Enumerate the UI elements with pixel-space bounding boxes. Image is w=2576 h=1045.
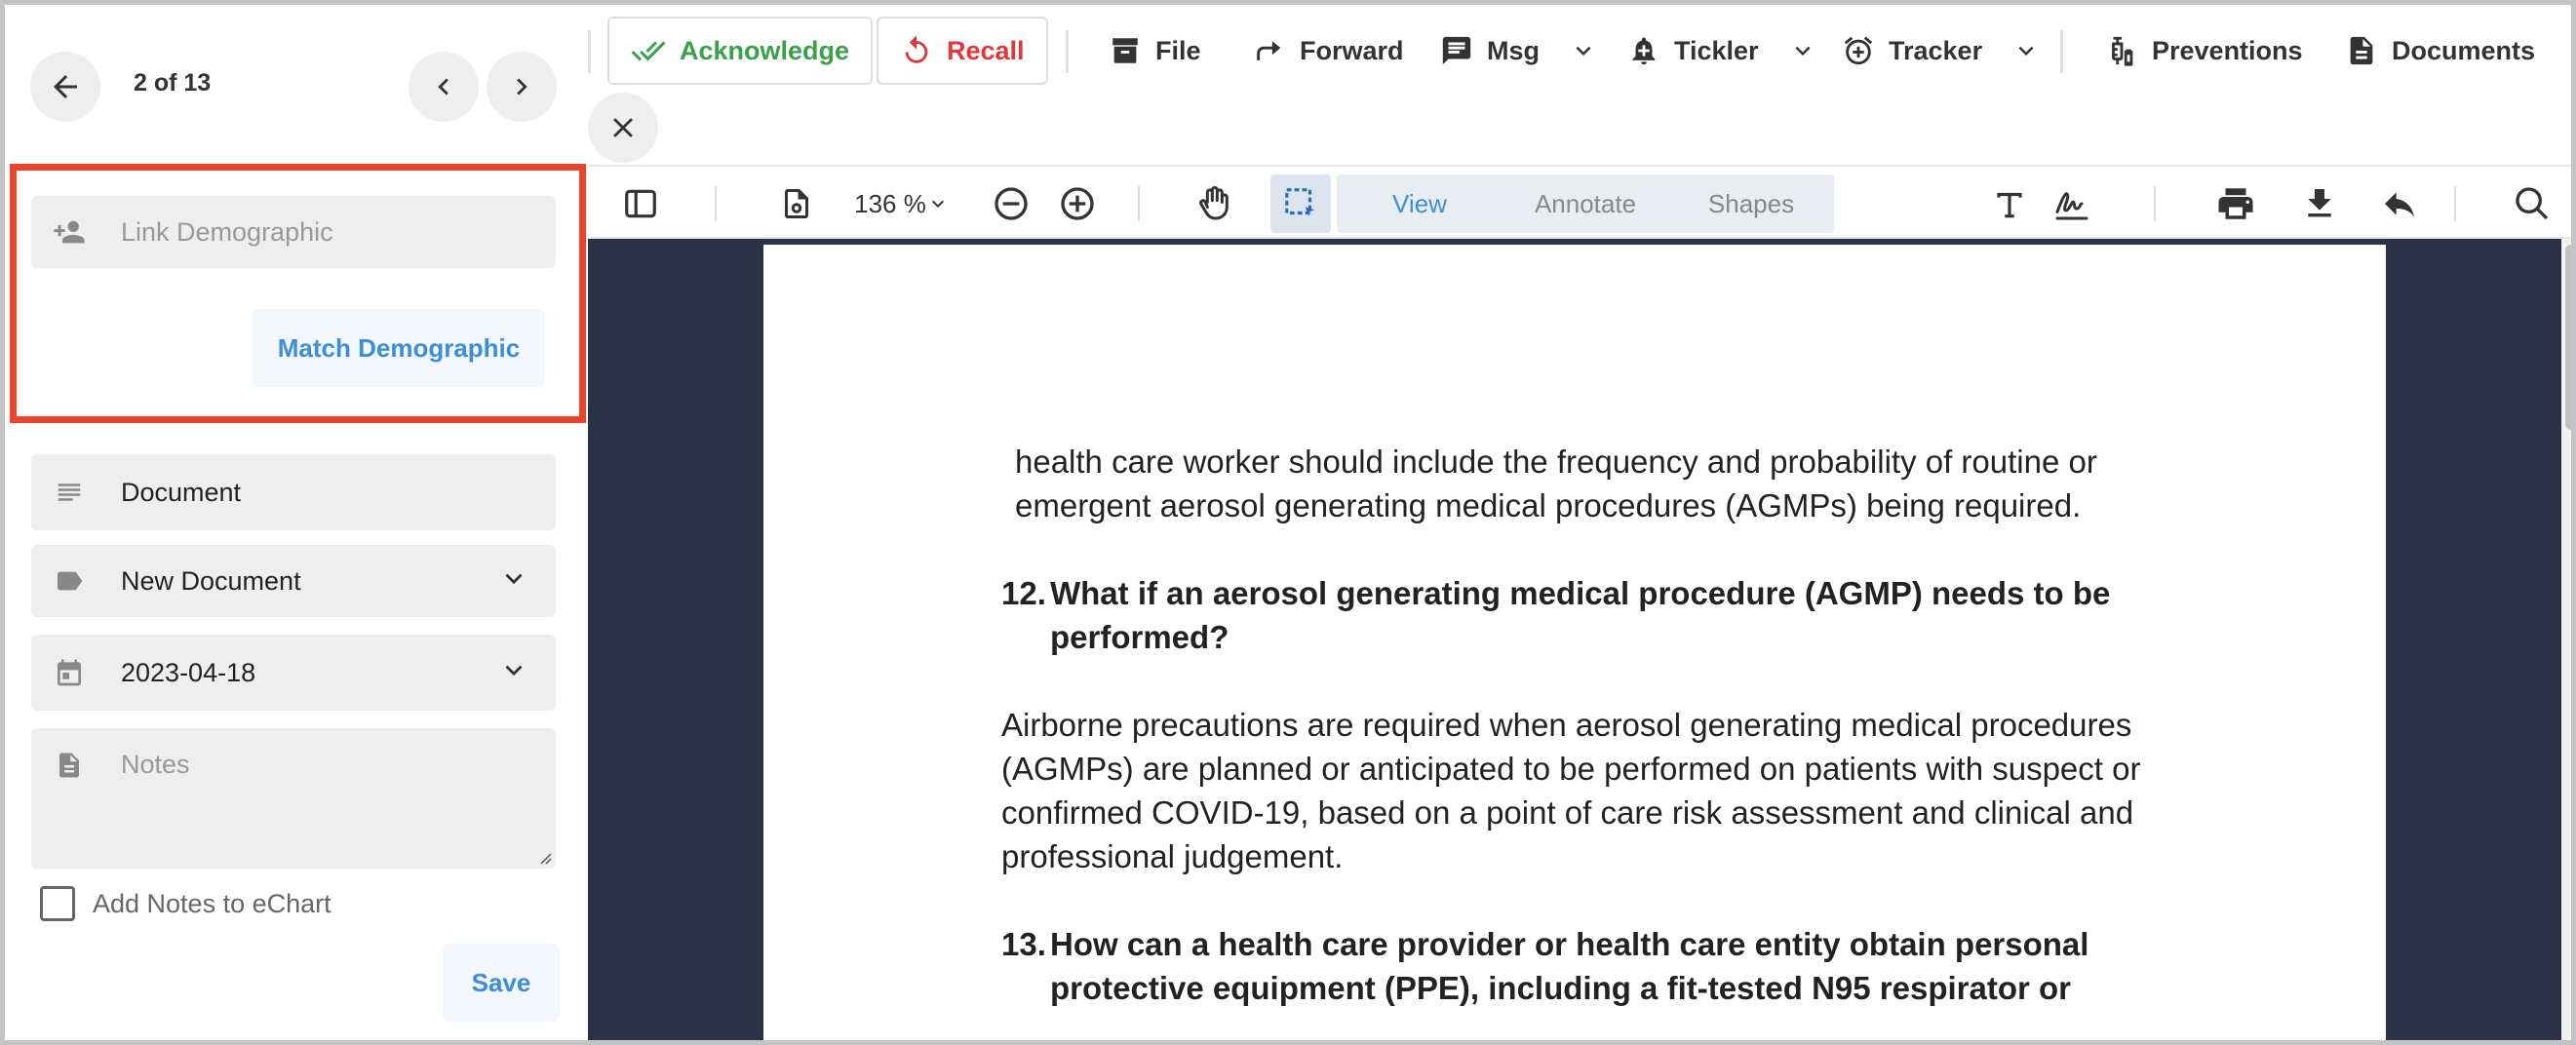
document-category-value: New Document [121, 565, 301, 596]
link-demographic-input[interactable] [31, 196, 556, 268]
divider [2454, 186, 2456, 221]
archive-box-icon [1109, 34, 1142, 67]
add-notes-label: Add Notes to eChart [93, 888, 332, 918]
page-gear-icon [779, 186, 814, 221]
calendar-icon [53, 656, 86, 689]
zoom-value: 136 % [854, 188, 926, 218]
download-icon [2300, 184, 2339, 223]
question-number: 13. [1001, 926, 1046, 962]
document-question-13 [1001, 922, 2181, 1010]
arrow-left-icon [48, 69, 83, 104]
sidebar-toggle-button[interactable] [613, 176, 668, 231]
question-number: 12. [1001, 575, 1046, 611]
date-select[interactable] [31, 635, 556, 711]
close-button[interactable] [588, 93, 658, 163]
question-text: How can a health care provider or health care entity obtain personal protective equipment (PPE), including a fit-tested N95 respirator or [1050, 926, 2089, 1006]
document-question-12 [1001, 571, 2181, 659]
signature-icon [2052, 184, 2091, 223]
printer-icon [2215, 183, 2256, 224]
zoom-out-button[interactable] [984, 176, 1038, 231]
forward-arrow-icon [1253, 34, 1286, 67]
msg-button[interactable] [1440, 17, 1598, 85]
notes-lines-icon [53, 476, 86, 509]
selection-tool-button[interactable] [1270, 174, 1331, 233]
vaccine-icon [2105, 34, 2138, 67]
tab-view[interactable]: View [1392, 188, 1447, 218]
previous-document-button[interactable] [409, 52, 479, 122]
reply-button[interactable] [2372, 176, 2427, 231]
recall-button[interactable] [877, 17, 1048, 85]
hand-icon [1194, 184, 1233, 223]
recall-label: Recall [947, 35, 1025, 65]
divider [1066, 30, 1069, 73]
documents-button[interactable] [2345, 17, 2535, 85]
document-category-select[interactable] [31, 545, 556, 617]
notes-placeholder: Notes [121, 750, 190, 779]
top-toolbar [588, 5, 2576, 165]
save-button[interactable]: Save [443, 944, 560, 1022]
print-button[interactable] [2206, 176, 2265, 231]
add-notes-checkbox[interactable] [40, 886, 75, 921]
preventions-button[interactable] [2105, 17, 2303, 85]
date-value: 2023-04-18 [121, 657, 256, 687]
question-text: What if an aerosol generating medical procedure (AGMP) needs to be performed? [1050, 575, 2111, 655]
document-type-field[interactable] [31, 454, 556, 530]
chevron-left-icon [427, 70, 460, 103]
sidebar-panel-icon [622, 185, 659, 222]
tracker-button[interactable] [1842, 17, 2041, 85]
tab-shapes[interactable]: Shapes [1707, 188, 1795, 218]
select-area-icon [1282, 185, 1319, 222]
chevron-down-icon[interactable] [1569, 36, 1598, 65]
add-notes-to-echart-row[interactable] [40, 886, 332, 921]
vertical-scrollbar[interactable] [2561, 239, 2576, 1045]
chevron-down-icon [926, 192, 950, 215]
file-button[interactable] [1109, 17, 1201, 85]
document-paragraph: Airborne precautions are required when aerosol generating medical procedures (AGMPs) are planned or anticipated to be performed on patients with suspect or confirmed COVID-19, based on a point of care risk assessment and clinical and professional judgement. [1001, 707, 2141, 874]
match-demographic-button[interactable]: Match Demographic [253, 309, 545, 387]
double-check-icon [631, 33, 666, 68]
plus-circle-icon [1058, 184, 1097, 223]
forward-label: Forward [1300, 35, 1404, 65]
scrollbar-thumb[interactable] [2565, 245, 2576, 430]
person-add-icon [53, 215, 86, 249]
chevron-down-icon[interactable] [1788, 36, 1817, 65]
message-icon [1440, 34, 1473, 67]
chevron-down-icon [497, 562, 530, 600]
search-icon [2513, 184, 2552, 223]
document-viewer[interactable] [588, 239, 2576, 1045]
forward-button[interactable] [1253, 17, 1404, 85]
acknowledge-button[interactable] [607, 17, 873, 85]
document-paragraph: health care worker should include the frequency and probability of routine or emergent aerosol generating medical procedures (AGMPs) being required. [1015, 444, 2097, 523]
alarm-add-icon [1842, 34, 1875, 67]
bell-add-icon [1627, 34, 1660, 67]
document-content [1001, 440, 2181, 1045]
undo-refresh-icon [900, 34, 933, 67]
divider [2060, 30, 2063, 73]
msg-label: Msg [1487, 35, 1540, 65]
close-icon [606, 111, 640, 144]
document-icon [53, 749, 86, 782]
pan-tool-button[interactable] [1187, 176, 1241, 231]
chevron-right-icon [505, 70, 538, 103]
divider [588, 30, 591, 73]
text-tool-button[interactable] [1982, 176, 2037, 231]
download-button[interactable] [2292, 176, 2347, 231]
notes-textarea[interactable] [31, 728, 556, 869]
tracker-label: Tracker [1889, 35, 1983, 65]
documents-label: Documents [2392, 35, 2536, 65]
document-info-panel [5, 5, 588, 1040]
search-button[interactable] [2505, 176, 2559, 231]
acknowledge-label: Acknowledge [680, 35, 850, 65]
reply-arrow-icon [2380, 184, 2419, 223]
next-document-button[interactable] [487, 52, 557, 122]
text-t-icon [1991, 185, 2028, 222]
document-type-value: Document [121, 477, 242, 507]
document-icon [2345, 34, 2378, 67]
divider [2154, 186, 2156, 221]
preventions-label: Preventions [2152, 35, 2303, 65]
signature-tool-button[interactable] [2045, 176, 2099, 231]
page-counter: 2 of 13 [134, 69, 212, 97]
zoom-in-button[interactable] [1050, 176, 1105, 231]
chevron-down-icon [497, 654, 530, 692]
divider [715, 186, 717, 221]
chevron-down-icon[interactable] [2011, 36, 2041, 65]
tickler-button[interactable] [1627, 17, 1817, 85]
page-settings-button[interactable] [769, 176, 824, 231]
resize-handle-icon[interactable] [536, 849, 552, 865]
file-label: File [1155, 35, 1201, 65]
label-tag-icon [53, 564, 86, 598]
tickler-label: Tickler [1674, 35, 1759, 65]
divider [1138, 186, 1140, 221]
link-demographic-placeholder: Link Demographic [121, 216, 333, 247]
minus-circle-icon [992, 184, 1031, 223]
viewer-mode-tabs [1337, 174, 1834, 233]
back-button[interactable] [30, 52, 100, 122]
viewer-toolbar [588, 165, 2576, 239]
tab-annotate[interactable]: Annotate [1534, 188, 1637, 218]
zoom-select[interactable] [851, 176, 953, 231]
document-page [763, 245, 2386, 1045]
